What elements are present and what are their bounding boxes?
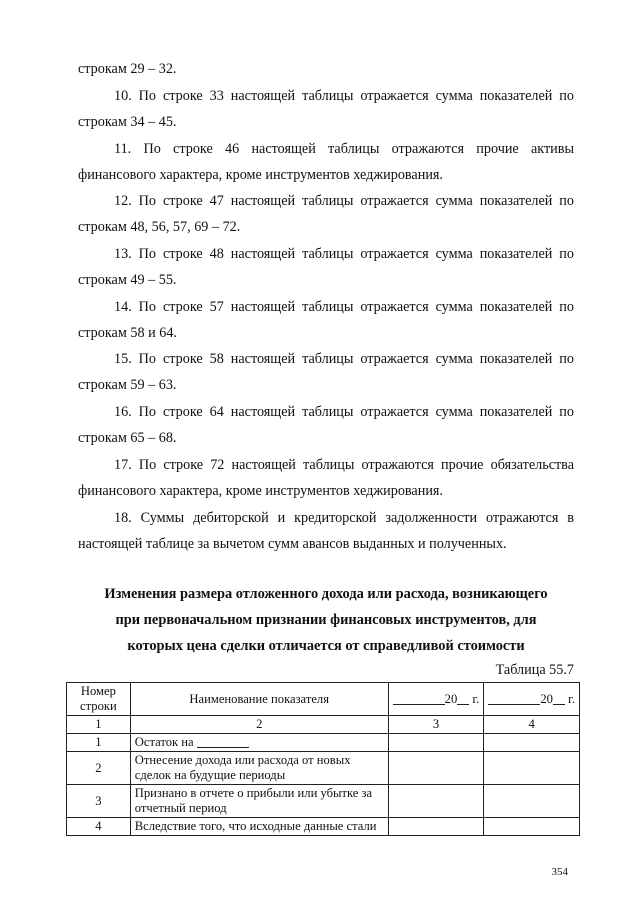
paragraph-continuation — [78, 56, 574, 82]
heading-line: при первоначальном признании финансовых инструментов, для — [115, 612, 537, 628]
paragraph-line: 10. По строке 33 настоящей таблицы отражается сумма показателей по — [114, 88, 574, 104]
paragraph-line: строкам 49 – 55. — [78, 272, 177, 288]
paragraph-line: 12. По строке 47 настоящей таблицы отражается сумма показателей по — [114, 193, 574, 209]
paragraph-line: строкам 34 – 45. — [78, 114, 177, 130]
value-cell — [388, 785, 484, 818]
value-cell — [484, 752, 580, 785]
column-number: 4 — [484, 716, 580, 734]
row-number: 4 — [67, 818, 131, 836]
paragraph-line: 16. По строке 64 настоящей таблицы отражается сумма показателей по — [114, 404, 574, 420]
paragraph-line: настоящей таблице за вычетом сумм авансов выданных и полученных. — [78, 536, 507, 552]
blank-line — [197, 735, 249, 748]
paragraph-line: строкам 29 – 32. — [78, 61, 177, 77]
blank-line — [488, 692, 540, 705]
paragraph-line: 18. Суммы дебиторской и кредиторской задолженности отражаются в — [114, 510, 574, 526]
paragraph-17 — [78, 452, 574, 504]
paragraph-18 — [78, 505, 574, 557]
year-prefix: 20 — [444, 691, 458, 706]
row-name: Признано в отчете о прибыли или убытке за отчетный период — [130, 785, 388, 818]
paragraph-10 — [78, 83, 574, 135]
table-header-row — [67, 683, 580, 716]
row-number: 3 — [67, 785, 131, 818]
paragraph-line: строкам 65 – 68. — [78, 430, 177, 446]
year-suffix: г. — [568, 691, 575, 706]
row-name — [130, 734, 388, 752]
table-row — [67, 734, 580, 752]
year-suffix: г. — [472, 691, 480, 706]
year-prefix: 20 — [540, 691, 553, 706]
paragraph-line: строкам 48, 56, 57, 69 – 72. — [78, 219, 241, 235]
paragraph-11 — [78, 136, 574, 188]
heading-line: Изменения размера отложенного дохода или расхода, возникающего — [104, 586, 548, 602]
row-number: 2 — [67, 752, 131, 785]
column-number: 1 — [67, 716, 131, 734]
row-number: 1 — [67, 734, 131, 752]
table-row — [67, 752, 580, 785]
header-indicator: Наименование показателя — [130, 683, 388, 716]
header-year-2 — [484, 683, 580, 716]
value-cell — [388, 734, 484, 752]
paragraph-line: финансового характера, кроме инструментов хеджирования. — [78, 167, 443, 183]
table-row — [67, 785, 580, 818]
paragraph-15 — [78, 346, 574, 398]
column-number-row — [67, 716, 580, 734]
value-cell — [484, 734, 580, 752]
column-number: 2 — [130, 716, 388, 734]
paragraph-line: финансового характера, кроме инструментов хеджирования. — [78, 483, 443, 499]
paragraph-12 — [78, 188, 574, 240]
row-name: Вследствие того, что исходные данные стали — [130, 818, 388, 836]
paragraph-line: 13. По строке 48 настоящей таблицы отражается сумма показателей по — [114, 246, 574, 262]
value-cell — [388, 818, 484, 836]
paragraph-line: 15. По строке 58 настоящей таблицы отражается сумма показателей по — [114, 351, 574, 367]
table-row — [67, 818, 580, 836]
row-name-text: Остаток на — [134, 735, 194, 749]
blank-line — [553, 692, 565, 705]
paragraph-line: строкам 58 и 64. — [78, 325, 177, 341]
paragraph-14 — [78, 294, 574, 346]
blank-line — [457, 692, 469, 705]
header-row-number: Номер строки — [67, 683, 131, 716]
paragraph-line: 11. По строке 46 настоящей таблицы отражаются прочие активы — [114, 141, 574, 157]
header-year-1 — [388, 683, 484, 716]
row-name: Отнесение дохода или расхода от новых сделок на будущие периоды — [130, 752, 388, 785]
column-number: 3 — [388, 716, 484, 734]
value-cell — [484, 818, 580, 836]
paragraph-16 — [78, 399, 574, 451]
paragraph-line: 17. По строке 72 настоящей таблицы отражаются прочие обязательства — [114, 457, 574, 473]
paragraph-line: строкам 59 – 63. — [78, 377, 177, 393]
blank-line — [393, 692, 445, 705]
paragraph-line: 14. По строке 57 настоящей таблицы отражается сумма показателей по — [114, 299, 574, 315]
paragraph-13 — [78, 241, 574, 293]
table-caption: Таблица 55.7 — [495, 662, 574, 678]
page-number: 354 — [551, 866, 568, 878]
value-cell — [484, 785, 580, 818]
section-heading — [78, 581, 574, 659]
value-cell — [388, 752, 484, 785]
data-table — [66, 682, 580, 836]
heading-line: которых цена сделки отличается от справедливой стоимости — [127, 638, 525, 654]
